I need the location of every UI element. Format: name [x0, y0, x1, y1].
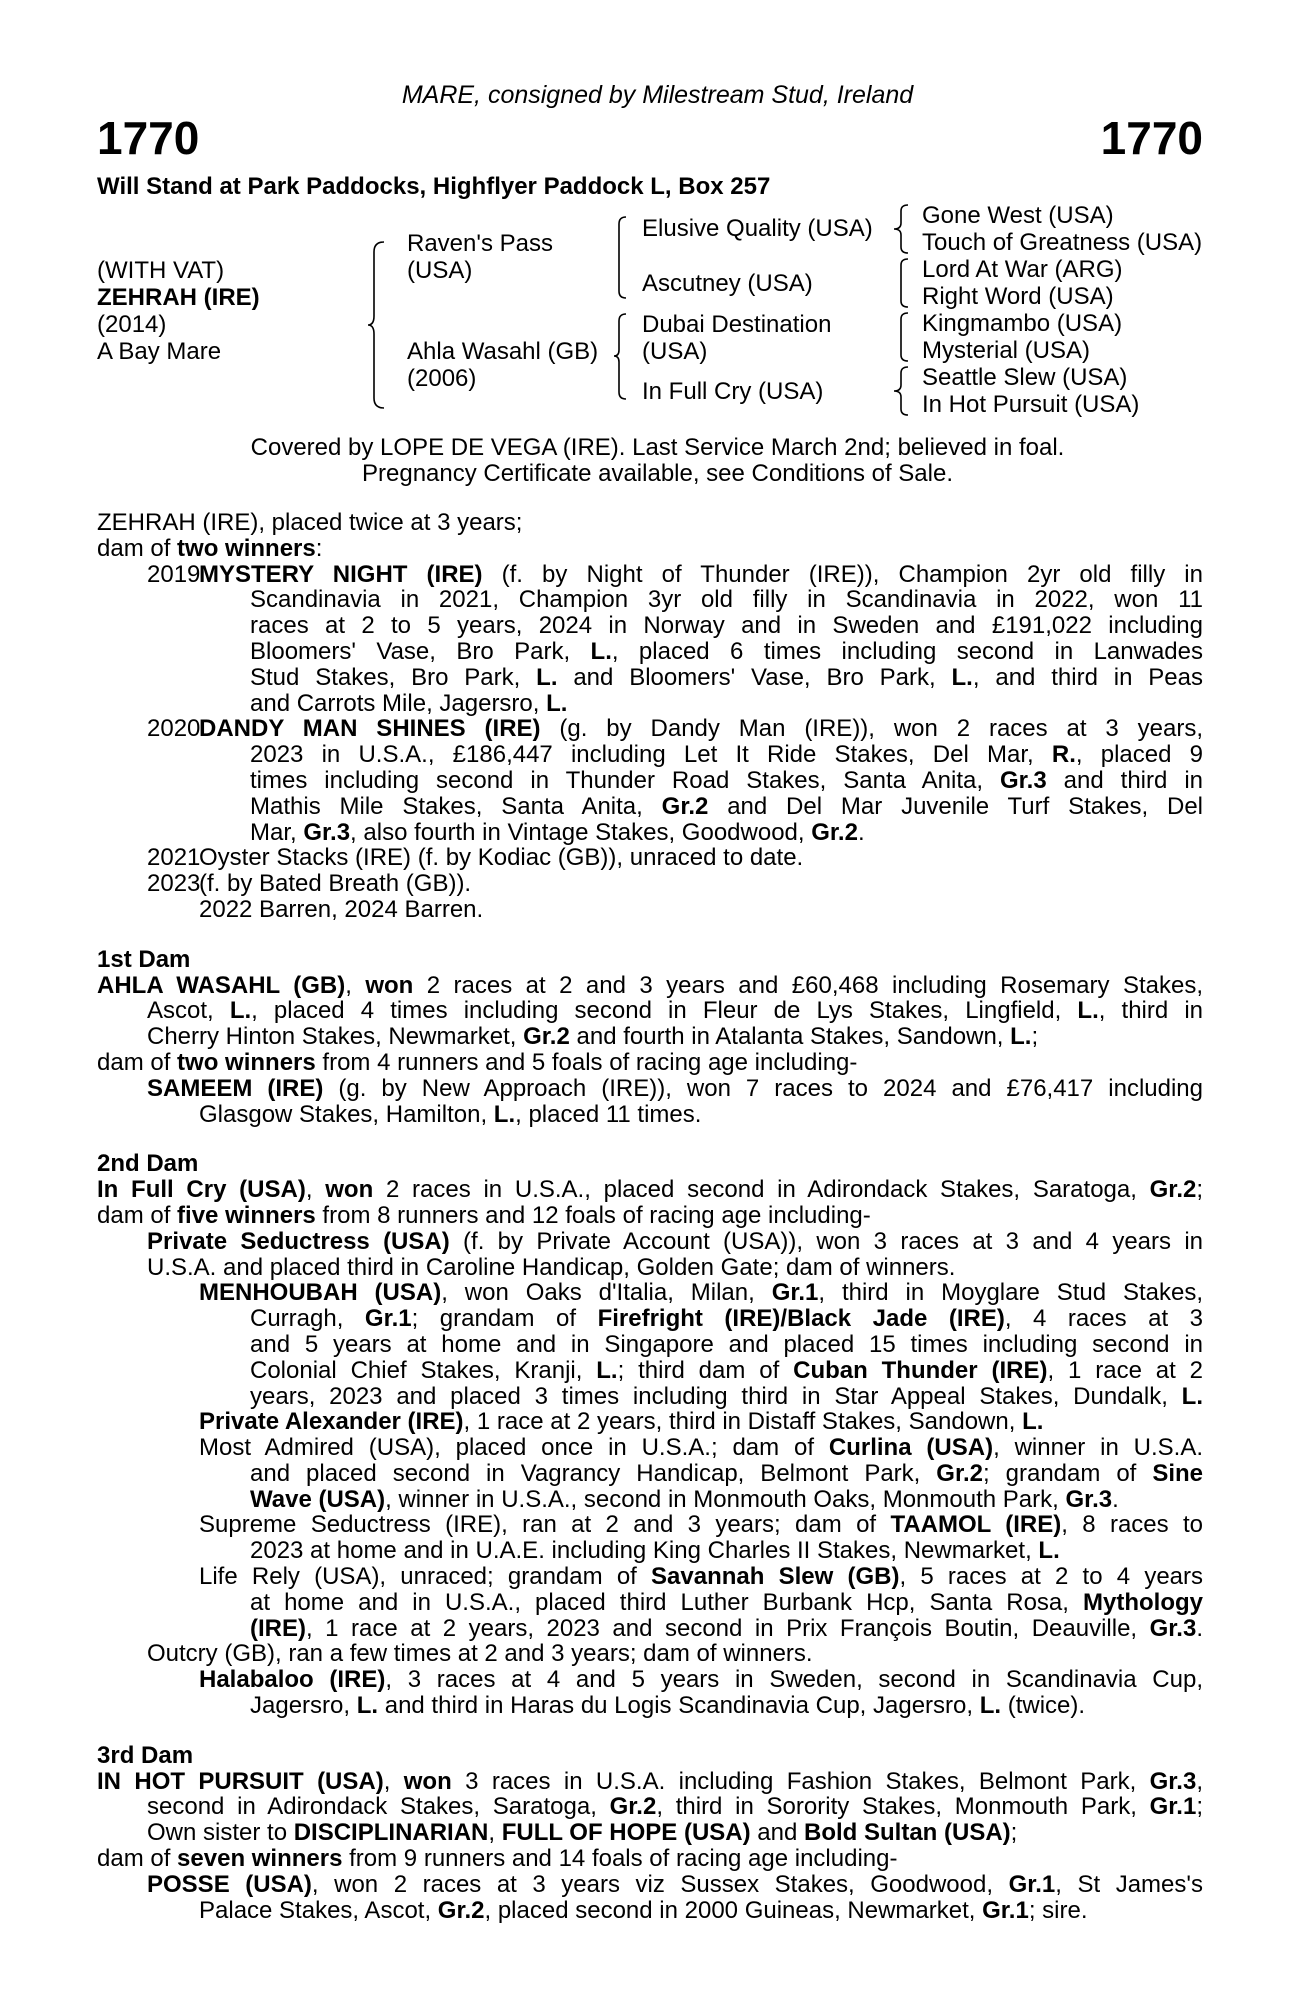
produce-2019-line: Scandinavia in 2021, Champion 3yr old filly in Scandinavia in 2022, won 11 [250, 586, 1203, 614]
horse-description: A Bay Mare [97, 338, 222, 365]
second-dam-line: Curragh, Gr.1; grandam of Firefright (IRE)/Black Jade (IRE), 4 races at 3 [250, 1305, 1203, 1333]
produce-2020-line: 2023 in U.S.A., £186,447 including Let It Ride Stakes, Del Mar, R., placed 9 [250, 741, 1204, 769]
produce-2019: 2019MYSTERY NIGHT (IRE) (f. by Night of Thunder (IRE)), Champion 2yr old filly in [147, 560, 1203, 588]
consignor-subtitle: MARE, consigned by Milestream Stud, Ireland [401, 81, 914, 109]
sss-name: Gone West (USA) [922, 202, 1114, 229]
second-dam-line: dam of five winners from 8 runners and 12 foals of racing age including- [97, 1201, 871, 1229]
third-dam-line: second in Adirondack Stakes, Saratoga, Gr.2, third in Sorority Stakes, Monmouth Park, Gr.1; [147, 1793, 1203, 1821]
horse-year: (2014) [97, 311, 167, 338]
second-dam-line: Halabaloo (IRE), 3 races at 4 and 5 years in Sweden, second in Scandinavia Cup, [199, 1666, 1203, 1694]
horse-name: ZEHRAH (IRE) [97, 284, 260, 311]
pedigree-bracket-sd [894, 257, 912, 309]
third-dam-section [97, 1743, 1203, 1924]
second-dam-line: Wave (USA), winner in U.S.A., second in Monmouth Oaks, Monmouth Park, Gr.3. [250, 1485, 1119, 1513]
third-dam-line: dam of seven winners from 9 runners and 14 foals of racing age including- [97, 1845, 898, 1873]
dam-year: (2006) [407, 365, 477, 392]
produce-2020: 2020DANDY MAN SHINES (IRE) (g. by Dandy Man (IRE)), won 2 races at 3 years, [147, 715, 1203, 743]
produce-2020-line: times including second in Thunder Road Stakes, Santa Anita, Gr.3 and third in [250, 766, 1203, 794]
vat-note: (WITH VAT) [97, 257, 225, 284]
pedigree-bracket-ds [894, 311, 912, 363]
dss-name: Kingmambo (USA) [922, 310, 1123, 337]
produce-2023: 2023(f. by Bated Breath (GB)). [147, 870, 472, 898]
second-dam-line: In Full Cry (USA), won 2 races in U.S.A., placed second in Adirondack Stakes, Saratoga, Gr.2; [97, 1176, 1204, 1204]
second-dam-line: (IRE), 1 race at 2 years, 2023 and second in Prix François Boutin, Deauville, Gr.3. [250, 1614, 1203, 1642]
produce-intro: ZEHRAH (IRE), placed twice at 3 years; [97, 509, 523, 536]
second-dam-line: MENHOUBAH (USA), won Oaks d'Italia, Milan, Gr.1, third in Moyglare Stud Stakes, [199, 1279, 1204, 1307]
stand-location: Will Stand at Park Paddocks, Highflyer Paddock L, Box 257 [97, 173, 771, 200]
produce-barren: 2022 Barren, 2024 Barren. [199, 895, 484, 923]
second-dam-line: and 5 years at home and in Singapore and placed 15 times including second in [250, 1330, 1203, 1358]
produce-section [97, 510, 1203, 923]
sire-name: Raven's Pass [407, 230, 553, 257]
pedigree-bracket-sire [614, 215, 630, 300]
sdd-name: Right Word (USA) [922, 283, 1114, 310]
covered-line: Covered by LOPE DE VEGA (IRE). Last Service March 2nd; believed in foal. [250, 434, 1065, 461]
lot-number-left: 1770 [97, 112, 200, 164]
pedigree-bracket-dd [894, 365, 912, 417]
second-dam-line: U.S.A. and placed third in Caroline Handicap, Golden Gate; dam of winners. [147, 1253, 956, 1281]
first-dam-line: SAMEEM (IRE) (g. by New Approach (IRE)), won 7 races to 2024 and £76,417 including [147, 1074, 1204, 1102]
produce-2020-line: Mathis Mile Stakes, Santa Anita, Gr.2 and Del Mar Juvenile Turf Stakes, Del [250, 792, 1204, 820]
third-dam-heading: 3rd Dam [97, 1741, 194, 1769]
second-dam-line: at home and in U.S.A., placed third Luther Burbank Hcp, Santa Rosa, Mythology [250, 1588, 1203, 1616]
pregnancy-line: Pregnancy Certificate available, see Conditions of Sale. [362, 460, 953, 487]
dsd-name: Mysterial (USA) [922, 337, 1091, 364]
first-dam-line: dam of two winners from 4 runners and 5 foals of racing age including- [97, 1048, 858, 1076]
ddd-name: In Hot Pursuit (USA) [922, 391, 1140, 418]
second-dam-line: Most Admired (USA), placed once in U.S.A.; dam of Curlina (USA), winner in U.S.A. [199, 1434, 1204, 1462]
second-dam-heading: 2nd Dam [97, 1150, 199, 1178]
second-dam-line: Private Seductress (USA) (f. by Private Account (USA)), won 3 races at 3 and 4 years in [147, 1227, 1203, 1255]
dds-name: Seattle Slew (USA) [922, 364, 1128, 391]
produce-dam-of: dam of two winners: [97, 534, 323, 562]
second-dam-line: Private Alexander (IRE), 1 race at 2 years, third in Distaff Stakes, Sandown, L. [199, 1408, 1044, 1436]
dam-dam: In Full Cry (USA) [642, 378, 824, 405]
second-dam-line: Jagersro, L. and third in Haras du Logis Scandinavia Cup, Jagersro, L. (twice). [250, 1692, 1086, 1720]
second-dam-line: years, 2023 and placed 3 times including third in Star Appeal Stakes, Dundalk, L. [250, 1382, 1203, 1410]
sds-name: Lord At War (ARG) [922, 256, 1123, 283]
dam-name: Ahla Wasahl (GB) [407, 338, 599, 365]
first-dam-line: AHLA WASAHL (GB), won 2 races at 2 and 3 years and £60,468 including Rosemary Stakes, [97, 971, 1203, 999]
second-dam-line: Outcry (GB), ran a few times at 2 and 3 years; dam of winners. [147, 1640, 813, 1668]
sire-sire: Elusive Quality (USA) [642, 215, 873, 242]
pedigree-bracket-main [368, 240, 388, 410]
first-dam-line: Ascot, L., placed 4 times including second in Fleur de Lys Stakes, Lingfield, L., third in [147, 997, 1204, 1025]
first-dam-line: Glasgow Stakes, Hamilton, L., placed 11 times. [199, 1100, 702, 1128]
first-dam-section [97, 947, 1203, 1128]
pedigree-bracket-ss [894, 203, 912, 255]
first-dam-line: Cherry Hinton Stakes, Newmarket, Gr.2 and fourth in Atalanta Stakes, Sandown, L.; [147, 1023, 1039, 1051]
second-dam-line: and placed second in Vagrancy Handicap, Belmont Park, Gr.2; grandam of Sine [250, 1459, 1203, 1487]
second-dam-line: 2023 at home and in U.A.E. including King Charles II Stakes, Newmarket, L. [250, 1537, 1060, 1565]
second-dam-line: Supreme Seductress (IRE), ran at 2 and 3 years; dam of TAAMOL (IRE), 8 races to [199, 1511, 1204, 1539]
produce-2019-line: and Carrots Mile, Jagersro, L. [250, 689, 568, 717]
produce-2019-line: races at 2 to 5 years, 2024 in Norway and in Sweden and £191,022 including [250, 612, 1203, 640]
pedigree-bracket-dam [614, 312, 630, 402]
produce-2021: 2021Oyster Stacks (IRE) (f. by Kodiac (GB)), unraced to date. [147, 844, 804, 872]
produce-2020-line: Mar, Gr.3, also fourth in Vintage Stakes, Goodwood, Gr.2. [250, 818, 865, 846]
sire-dam: Ascutney (USA) [642, 270, 813, 297]
second-dam-line: Colonial Chief Stakes, Kranji, L.; third dam of Cuban Thunder (IRE), 1 race at 2 [250, 1356, 1203, 1384]
dam-sire: Dubai Destination [642, 311, 832, 338]
dam-sire-country: (USA) [642, 338, 708, 365]
third-dam-line: Own sister to DISCIPLINARIAN, FULL OF HOPE (USA) and Bold Sultan (USA); [147, 1819, 1018, 1847]
third-dam-line: Palace Stakes, Ascot, Gr.2, placed second in 2000 Guineas, Newmarket, Gr.1; sire. [199, 1896, 1088, 1924]
third-dam-line: IN HOT PURSUIT (USA), won 3 races in U.S.A. including Fashion Stakes, Belmont Park, Gr.3, [97, 1767, 1203, 1795]
ssd-name: Touch of Greatness (USA) [922, 229, 1203, 256]
produce-2019-line: Stud Stakes, Bro Park, L. and Bloomers' Vase, Bro Park, L., and third in Peas [250, 663, 1204, 691]
third-dam-line: POSSE (USA), won 2 races at 3 years viz Sussex Stakes, Goodwood, Gr.1, St James's [147, 1870, 1203, 1898]
second-dam-section [97, 1151, 1203, 1719]
lot-number-right: 1770 [1100, 112, 1203, 164]
catalogue-body [97, 510, 1203, 1923]
produce-2019-line: Bloomers' Vase, Bro Park, L., placed 6 times including second in Lanwades [250, 637, 1203, 665]
sire-country: (USA) [407, 257, 473, 284]
second-dam-line: Life Rely (USA), unraced; grandam of Savannah Slew (GB), 5 races at 2 to 4 years [199, 1563, 1204, 1591]
first-dam-heading: 1st Dam [97, 945, 191, 973]
